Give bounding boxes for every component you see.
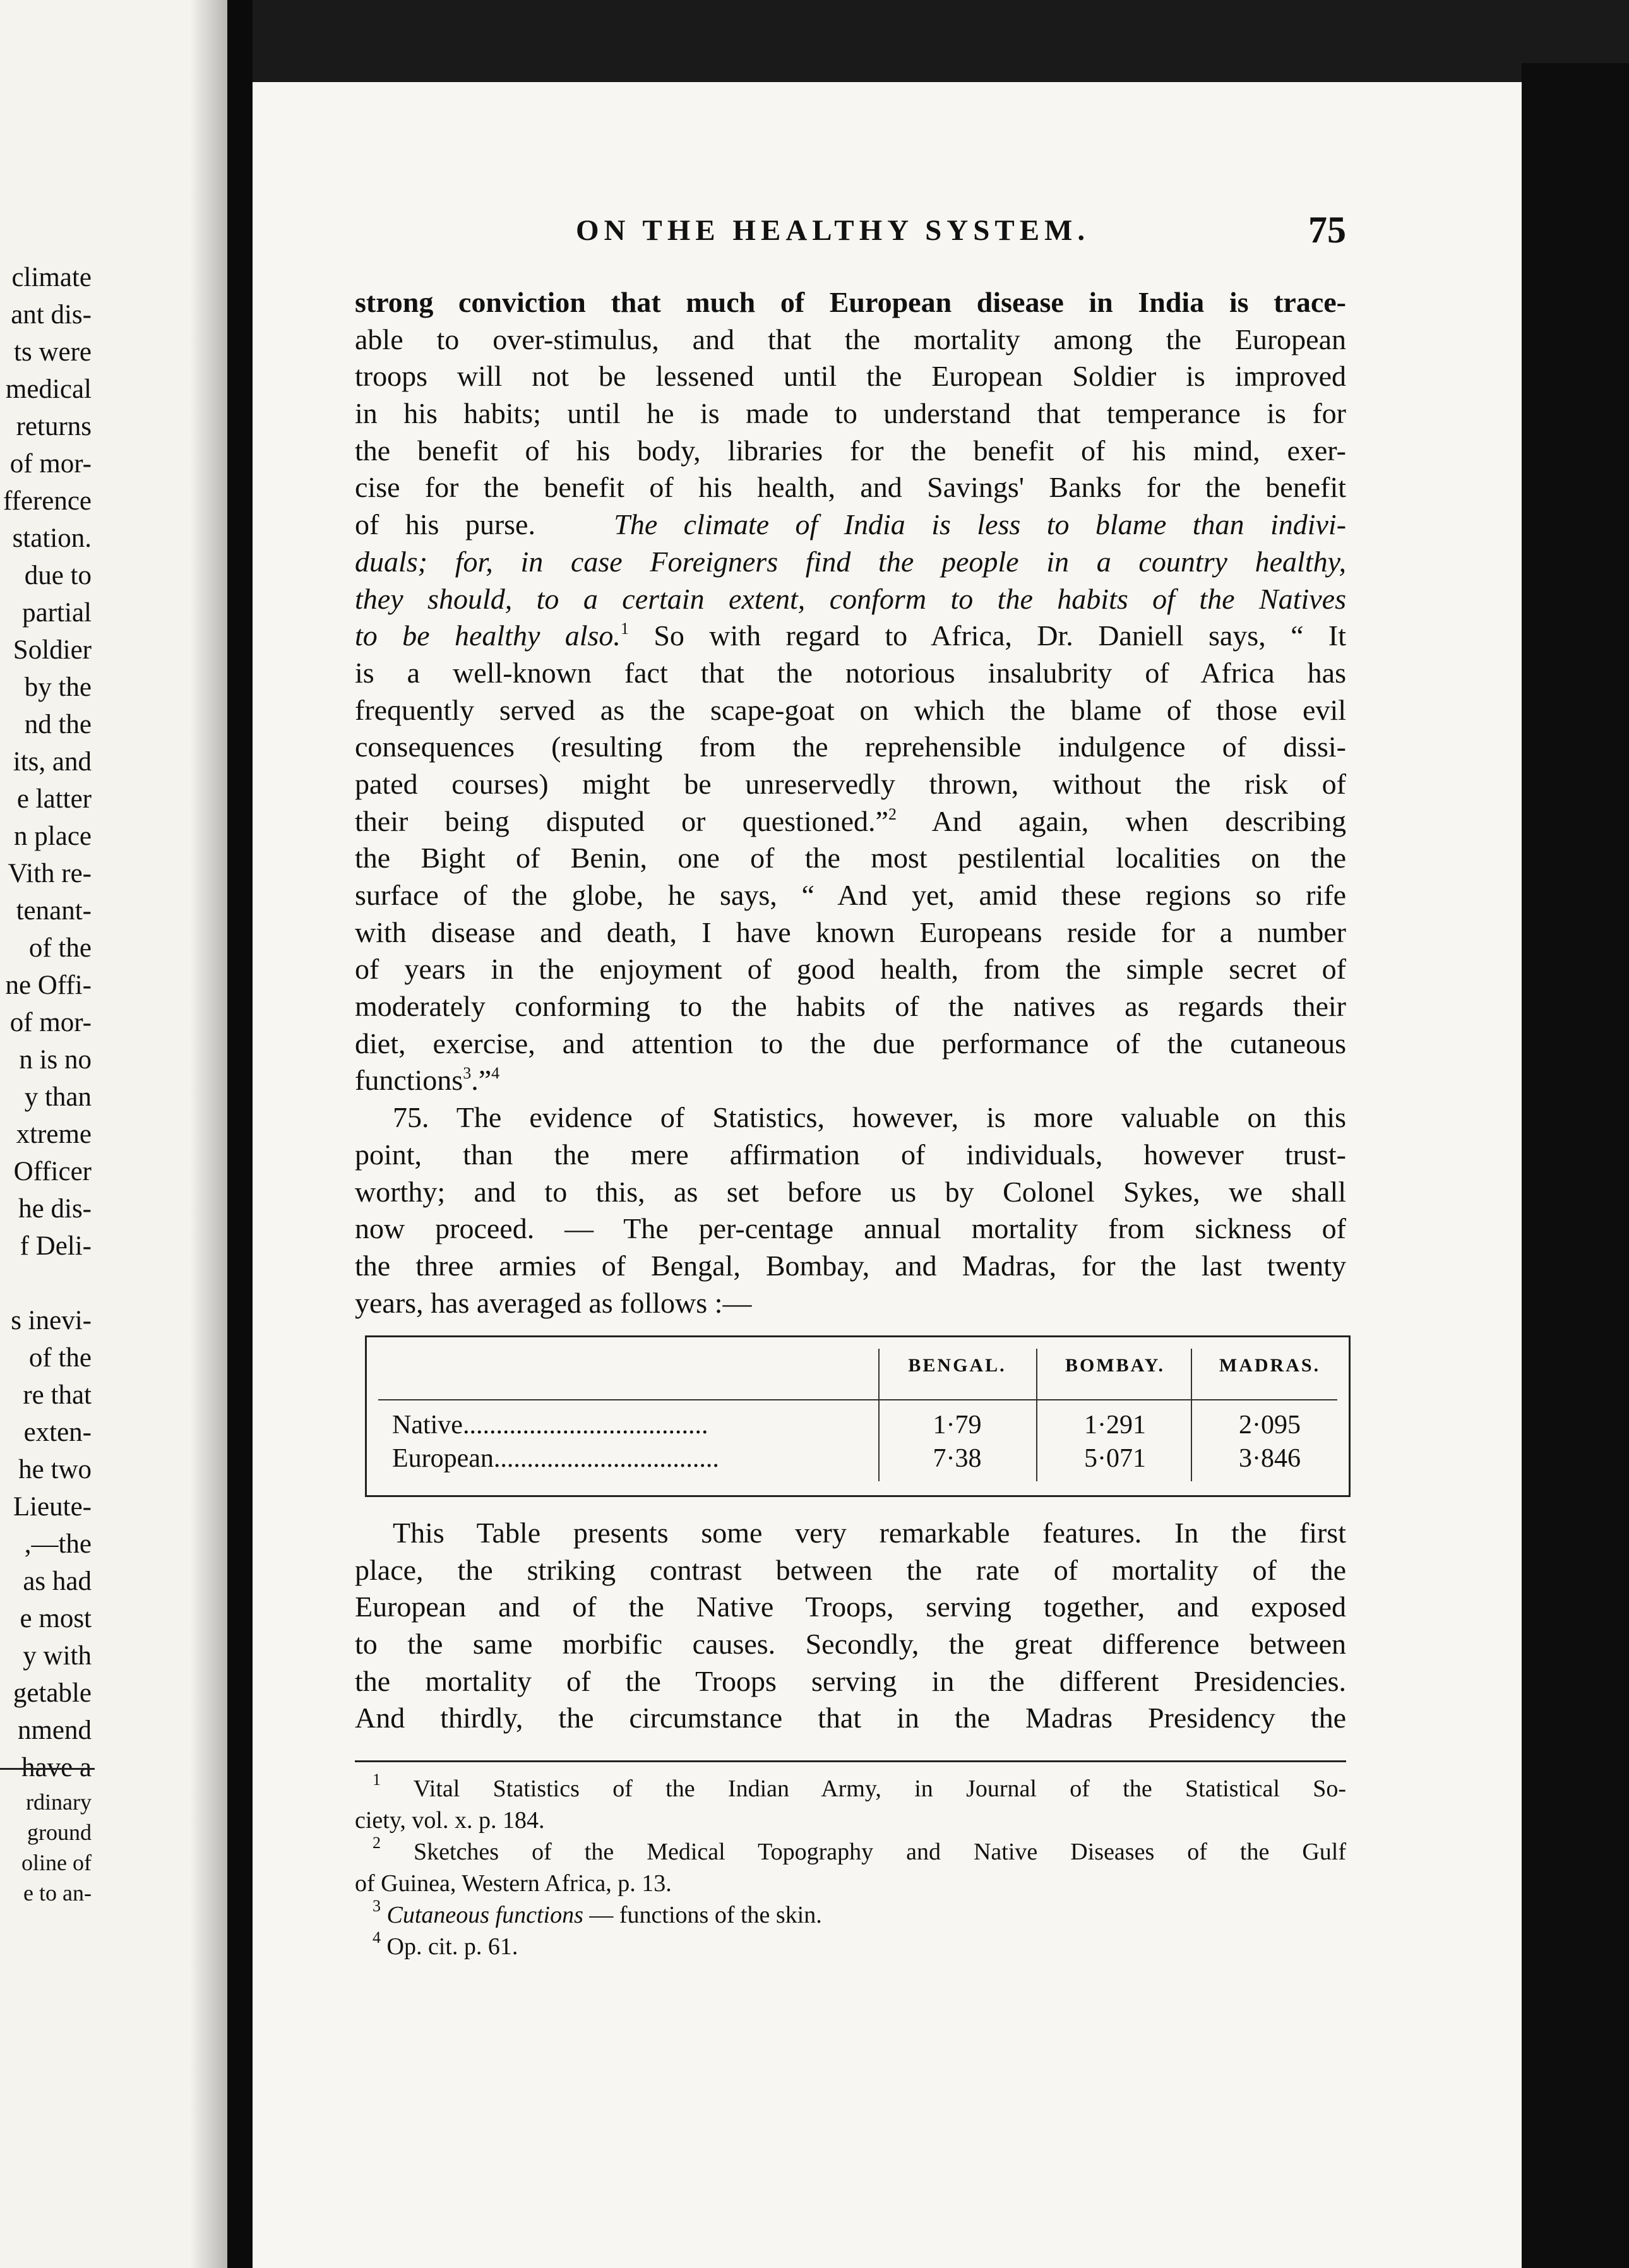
left-page-line: Vith re-: [8, 859, 92, 888]
left-page-line: of mor-: [9, 1008, 92, 1037]
text-line: pated courses) might be unreservedly thrown, without the risk of: [355, 767, 1346, 800]
left-page-line: xtreme: [16, 1119, 92, 1149]
page-number: 75: [1308, 209, 1346, 251]
left-page-line: exten-: [23, 1418, 92, 1447]
text-line: frequently served as the scape-goat on which the blame of those evil: [355, 693, 1346, 726]
footnote-mark: 4: [373, 1928, 381, 1947]
text-run: their being disputed or questioned.”: [355, 804, 888, 837]
table-cell: 1·291: [1084, 1411, 1146, 1440]
left-page-line: ne Offi-: [5, 970, 92, 1000]
text-run: And again, when describing: [896, 804, 1347, 837]
footnote-mark: 3: [373, 1897, 381, 1915]
italic-quote-line: they should, to a certain extent, conform to the habits of the Natives: [355, 582, 1346, 615]
left-page-line: of mor-: [9, 449, 92, 479]
footnote-ref: 3: [463, 1064, 472, 1083]
left-page-line: n is no: [19, 1045, 92, 1075]
italic-quote: The climate of India is less to blame than indivi-: [614, 508, 1347, 541]
left-page-line: have a: [21, 1753, 92, 1782]
table-cell: 7·38: [933, 1444, 982, 1473]
left-page-line: e most: [20, 1604, 92, 1633]
left-page-line: tenant-: [16, 896, 92, 926]
text-line: point, than the mere affirmation of individuals, however trust-: [355, 1138, 1346, 1171]
left-page-line: he dis-: [18, 1194, 92, 1224]
footnote-italic-term: Cutaneous functions: [381, 1902, 583, 1928]
left-page-line: its, and: [13, 747, 92, 777]
text-line: consequences (resulting from the reprehensible indulgence of dissi-: [355, 731, 1346, 763]
footnote-ref: 4: [491, 1064, 500, 1083]
text-line: in his habits; until he is made to understand that temperance is for: [355, 397, 1346, 430]
footnote-mark: 1: [373, 1770, 381, 1789]
left-page-footnote-line: oline of: [21, 1850, 92, 1875]
italic-quote: to be healthy also.: [355, 619, 621, 652]
text-line: [355, 1062, 1346, 1099]
text-line: able to over-stimulus, and that the mortality among the European: [355, 323, 1346, 355]
left-page-footnote-line: rdinary: [26, 1789, 92, 1815]
footnote-3: [355, 1899, 1346, 1931]
text-line: [355, 618, 1346, 655]
left-page-line: returns: [16, 412, 92, 441]
footnote-2-cont: of Guinea, Western Africa, p. 13.: [355, 1870, 672, 1897]
book-gutter: [227, 0, 253, 2268]
text-line: the mortality of the Troops serving in the different Presidencies.: [355, 1664, 1346, 1697]
footnote-rule: [355, 1760, 1346, 1762]
left-page-line: f Deli-: [20, 1231, 92, 1261]
left-page-line: due to: [24, 561, 92, 590]
left-page-line: n place: [14, 821, 92, 851]
header-title: ON THE HEALTHY SYSTEM.: [576, 214, 1090, 247]
left-page-line: e latter: [16, 784, 92, 814]
text-line: troops will not be lessened until the European Soldier is improved: [355, 360, 1346, 393]
left-page-text: [0, 259, 92, 1786]
footnote-text: Op. cit. p. 61.: [381, 1933, 518, 1960]
text-line: [355, 506, 1346, 544]
left-page-line: of the: [28, 1343, 92, 1373]
left-page-line: he two: [18, 1455, 92, 1484]
footnotes: [355, 1770, 1346, 1962]
footnote-ref: 2: [888, 804, 897, 823]
text-line: of years in the enjoyment of good health, from the simple secret of: [355, 953, 1346, 986]
text-line: to the same morbific causes. Secondly, the great difference between: [355, 1628, 1346, 1661]
left-page-line: s inevi-: [11, 1306, 92, 1335]
text-line: surface of the globe, he says, “ And yet, amid these regions so rife: [355, 879, 1346, 911]
footnote-ref: 1: [620, 619, 629, 638]
text-line: the three armies of Bengal, Bombay, and Madras, for the last twenty: [355, 1249, 1346, 1282]
text-line: with disease and death, I have known Europeans reside for a number: [355, 916, 1346, 948]
text-line: is a well-known fact that the notorious insalubrity of Africa has: [355, 656, 1346, 689]
text-run: So with regard to Africa, Dr. Daniell says, “ It: [628, 619, 1346, 652]
left-page-line: ant dis-: [11, 300, 92, 330]
left-page-line: fference: [3, 486, 92, 516]
left-page-line: by the: [24, 672, 92, 702]
paragraph-table-discussion: [355, 1514, 1346, 1736]
left-page-line: station.: [12, 523, 92, 553]
footnote-1: [355, 1770, 1346, 1805]
table-cell: 5·071: [1084, 1444, 1146, 1473]
left-page-line: as had: [23, 1567, 92, 1596]
left-page-line: Lieute-: [13, 1492, 92, 1522]
text-line: And thirdly, the circumstance that in the Madras Presidency the: [355, 1702, 1346, 1734]
left-page-line: y with: [23, 1641, 92, 1671]
table-header-madras: MADRAS.: [1219, 1355, 1321, 1376]
text-line: European and of the Native Troops, serving together, and exposed: [355, 1591, 1346, 1623]
text-line: place, the striking contrast between the rate of mortality of the: [355, 1553, 1346, 1586]
text-line: strong conviction that much of European disease in India is trace-: [355, 286, 1346, 318]
table-row-label-european: European..................................: [392, 1444, 719, 1473]
italic-quote-line: duals; for, in case Foreigners find the people in a country healthy,: [355, 545, 1346, 578]
text-line: worthy; and to this, as set before us by Colonel Sykes, we shall: [355, 1175, 1346, 1208]
text-line: [355, 803, 1346, 840]
text-line: diet, exercise, and attention to the due performance of the cutaneous: [355, 1027, 1346, 1059]
left-footnote-rule: [0, 1768, 95, 1770]
footnote-text: — functions of the skin.: [583, 1902, 822, 1928]
left-page-footnote-line: e to an-: [23, 1880, 92, 1906]
left-page-line: Soldier: [13, 635, 92, 665]
text-line: the benefit of his body, libraries for the benefit of his mind, exer-: [355, 434, 1346, 467]
text-line: now proceed. — The per-centage annual mortality from sickness of: [355, 1212, 1346, 1245]
text-line: cise for the benefit of his health, and Savings' Banks for the benefit: [355, 471, 1346, 504]
footnote-mark: 2: [373, 1834, 381, 1852]
text-line: This Table presents some very remarkable features. In the first: [393, 1517, 1346, 1549]
text-line: the Bight of Benin, one of the most pestilential localities on the: [355, 842, 1346, 874]
left-page-line: nmend: [17, 1716, 92, 1745]
left-page-line: re that: [23, 1380, 92, 1410]
text-run: of his purse.: [355, 508, 535, 541]
footnote-text: Sketches of the Medical Topography and Native Diseases of the Gulf: [381, 1839, 1346, 1865]
scan-background-edge: [1522, 63, 1629, 2268]
table-header-rule: [378, 1399, 1337, 1400]
left-page-line: y than: [24, 1082, 92, 1112]
left-page-line: climate: [11, 263, 92, 292]
left-facing-page: [0, 0, 227, 2268]
left-page-line: medical: [5, 374, 92, 404]
left-page-line: Officer: [13, 1157, 92, 1186]
left-page-shadow: [189, 0, 227, 2268]
left-page-footnotes: [0, 1787, 92, 1908]
table-header-bengal: BENGAL.: [908, 1355, 1006, 1376]
left-page-line: of the: [28, 933, 92, 963]
footnote-1-cont: ciety, vol. x. p. 184.: [355, 1807, 545, 1834]
left-page-line: partial: [22, 598, 92, 628]
left-page-line: getable: [13, 1678, 92, 1708]
table-cell: 2·095: [1239, 1411, 1301, 1440]
table-header-bombay: BOMBAY.: [1065, 1355, 1165, 1376]
footnote-text: Vital Statistics of the Indian Army, in Journal of the Statistical So-: [381, 1776, 1346, 1802]
table-row-label-native: Native.....................................: [392, 1411, 708, 1440]
mortality-table: [365, 1335, 1351, 1497]
text-run: functions: [355, 1064, 463, 1097]
table-cell: 3·846: [1239, 1444, 1301, 1473]
table-cell: 1·79: [933, 1411, 982, 1440]
text-line: 75. The evidence of Statistics, however, is more valuable on this: [393, 1101, 1346, 1134]
left-page-line: nd the: [24, 710, 92, 739]
footnote-2: [355, 1836, 1346, 1868]
left-page-footnote-line: ground: [27, 1820, 92, 1845]
footnote-4: [355, 1928, 1346, 1962]
text-line: moderately conforming to the habits of the natives as regards their: [355, 990, 1346, 1023]
text-run: .”: [471, 1064, 492, 1097]
left-page-line: ,—the: [24, 1529, 92, 1559]
left-page-line: ts were: [14, 337, 92, 367]
left-page-line: [0, 1265, 92, 1302]
text-line: years, has averaged as follows :—: [355, 1286, 752, 1319]
paragraph-continuation: [355, 284, 1346, 1322]
